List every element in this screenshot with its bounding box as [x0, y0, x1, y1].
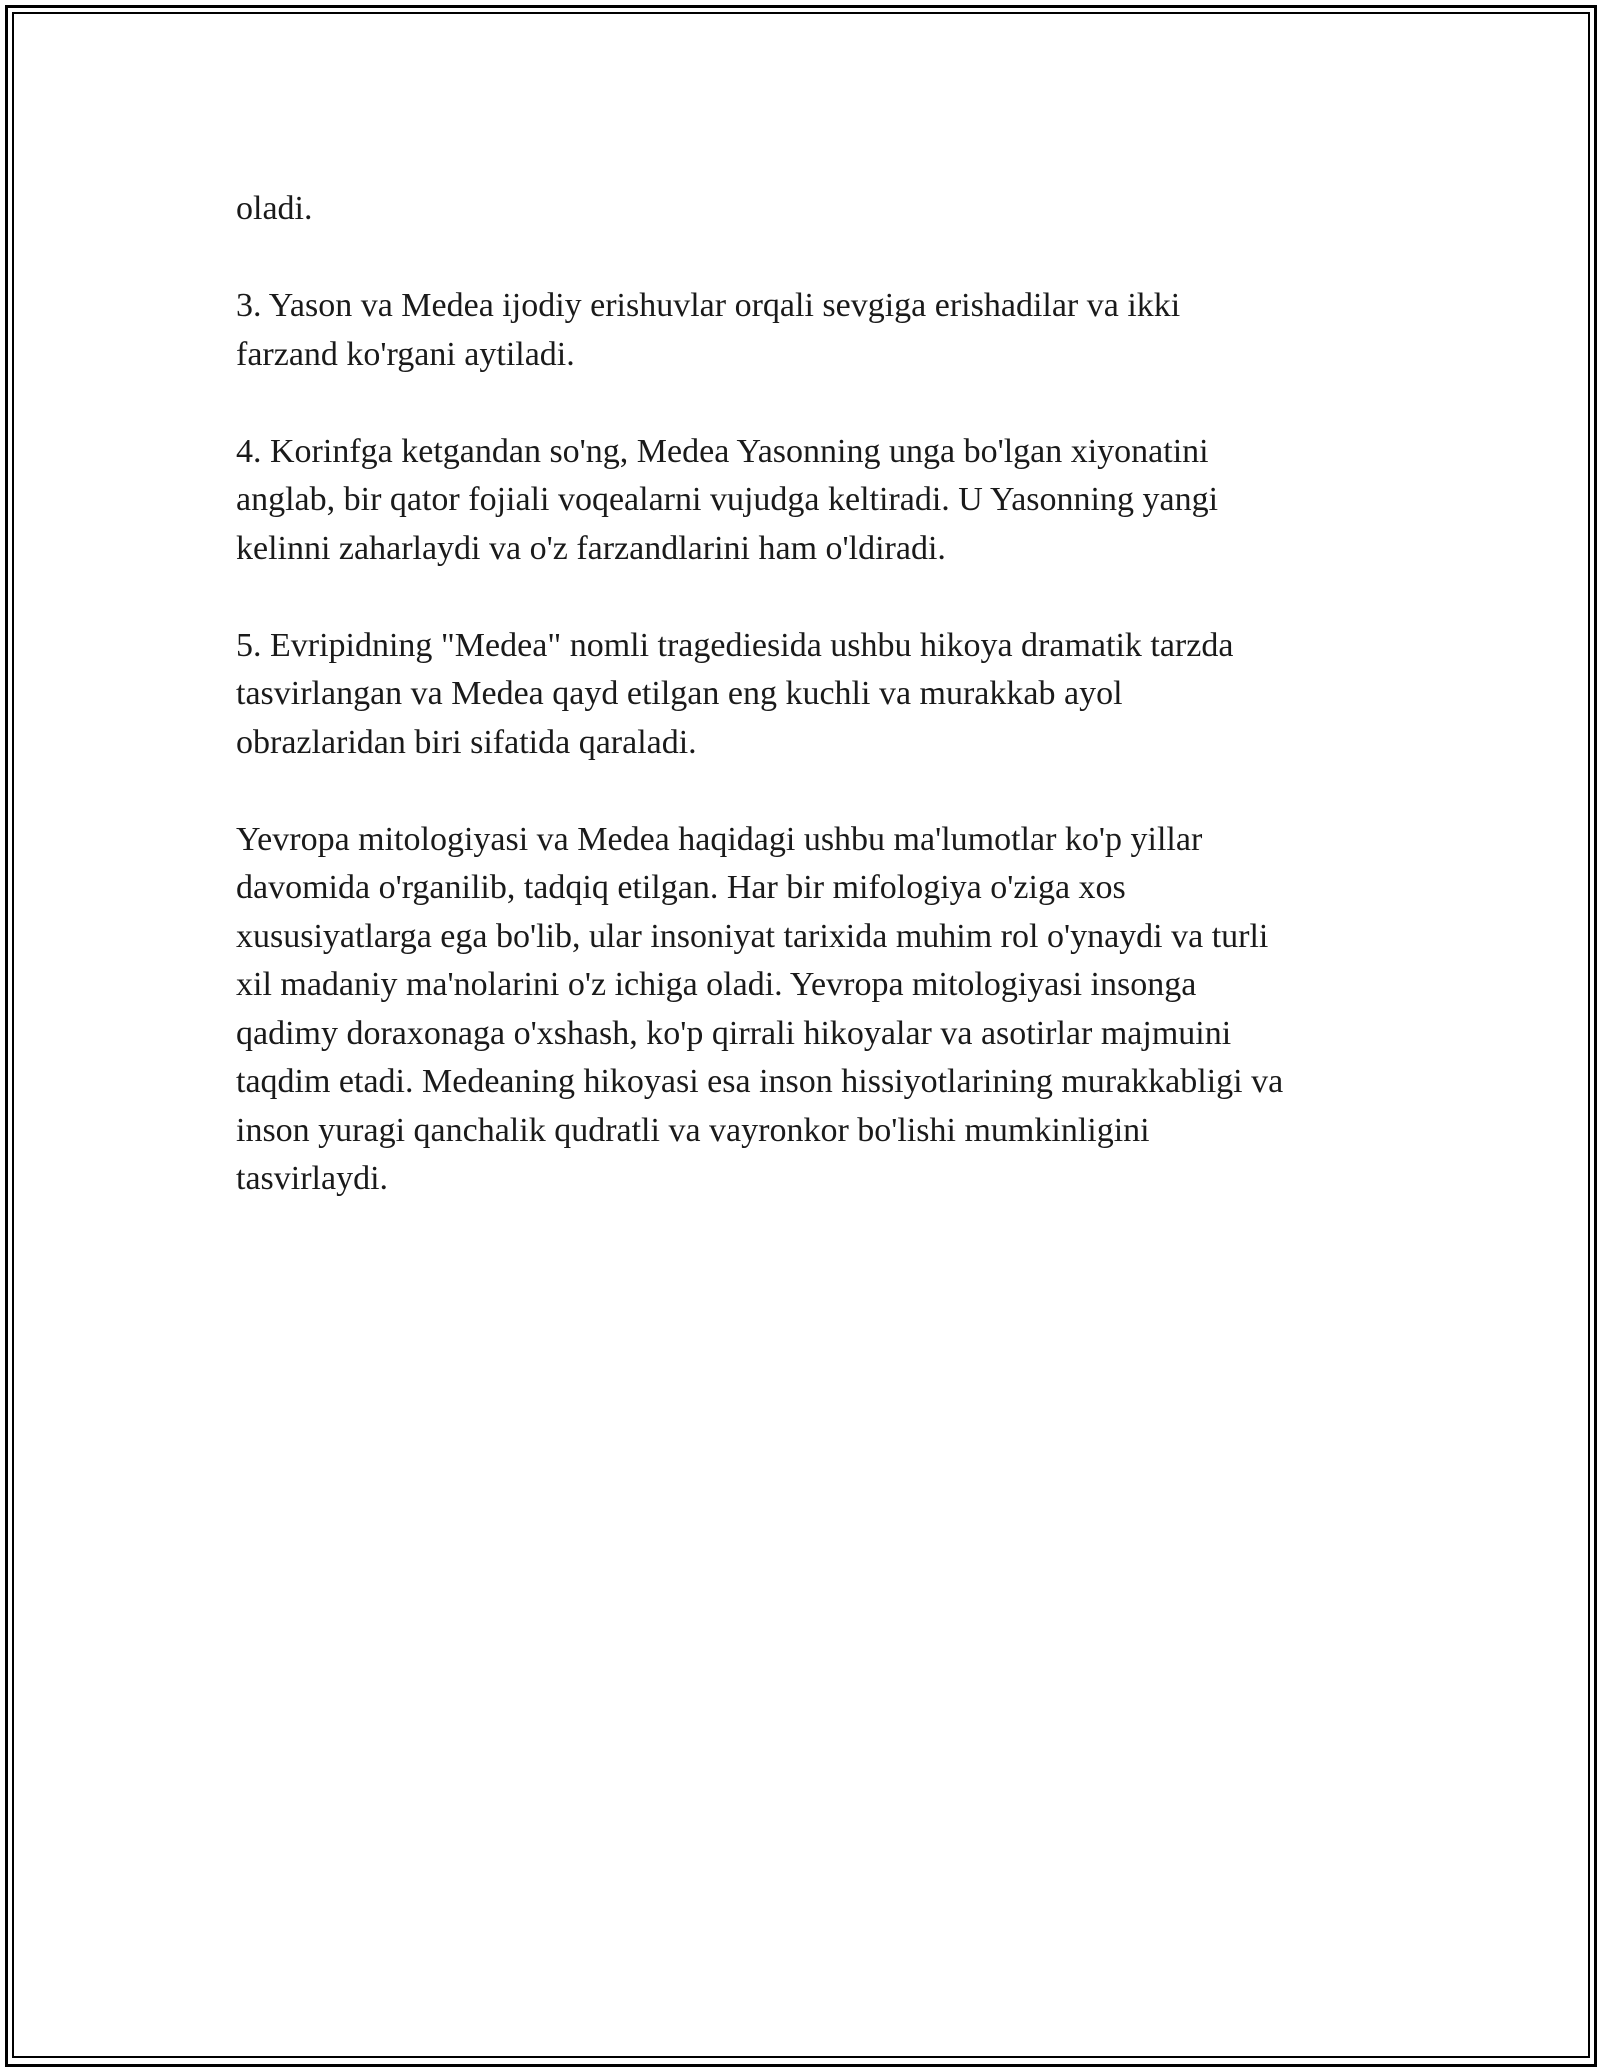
- paragraph-item-5: [236, 622, 1396, 768]
- text-line: obrazlaridan biri sifatida qaraladi.: [236, 723, 697, 761]
- text-line: 3. Yason va Medea ijodiy erishuvlar orqali sevgiga erishadilar va ikki: [236, 287, 1181, 324]
- text-line: anglab, bir qator fojiali voqealarni vujudga keltiradi. U Yasonning yangi: [236, 481, 1219, 518]
- text-line: davomida o'rganilib, tadqiq etilgan. Har bir mifologiya o'ziga xos: [236, 869, 1126, 906]
- document-body: [236, 185, 1396, 1252]
- text-line: qadimy doraxonaga o'xshash, ko'p qirrali hikoyalar va asotirlar majmuini: [236, 1014, 1232, 1052]
- paragraph-item-4: [236, 428, 1396, 574]
- text-line: Yevropa mitologiyasi va Medea haqidagi ushbu ma'lumotlar ko'p yillar: [236, 820, 1203, 858]
- text-line: tasvirlaydi.: [236, 1160, 389, 1197]
- paragraph-conclusion: [236, 816, 1396, 1204]
- text-line: kelinni zaharlaydi va o'z farzandlarini ham o'ldiradi.: [236, 529, 946, 567]
- text-line: farzand ko'rgani aytiladi.: [236, 335, 575, 373]
- text-line: xil madaniy ma'nolarini o'z ichiga oladi. Yevropa mitologiyasi insonga: [236, 966, 1197, 1003]
- text-line: taqdim etadi. Medeaning hikoyasi esa inson hissiyotlarining murakkabligi va: [236, 1063, 1284, 1100]
- text-line: oladi.: [236, 190, 313, 227]
- text-line: xususiyatlarga ega bo'lib, ular insoniyat tarixida muhim rol o'ynaydi va turli: [236, 917, 1269, 955]
- text-line: tasvirlangan va Medea qayd etilgan eng kuchli va murakkab ayol: [236, 675, 1123, 712]
- paragraph-continuation: [236, 185, 1396, 234]
- paragraph-item-3: [236, 282, 1396, 379]
- text-line: 4. Korinfga ketgandan so'ng, Medea Yasonning unga bo'lgan xiyonatini: [236, 432, 1209, 470]
- text-line: inson yuragi qanchalik qudratli va vayronkor bo'lishi mumkinligini: [236, 1111, 1150, 1149]
- text-line: 5. Evripidning "Medea" nomli tragediesida ushbu hikoya dramatik tarzda: [236, 626, 1234, 664]
